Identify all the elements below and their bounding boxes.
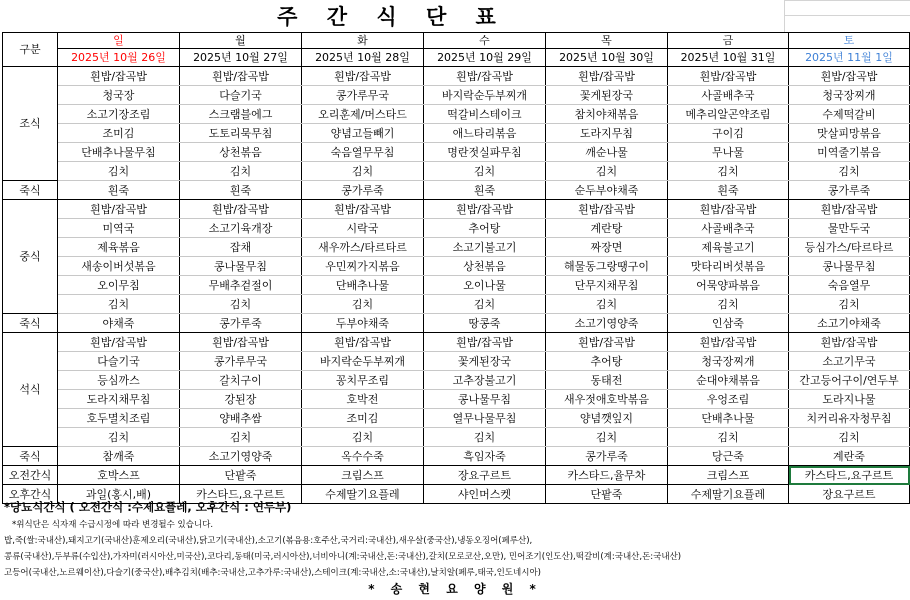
meal-label-breakfast: 조식 (3, 67, 58, 181)
day-thursday: 목 (546, 33, 668, 49)
menu-row (3, 238, 910, 257)
menu-cell[interactable]: 샤인머스켓 (424, 485, 546, 504)
menu-cell[interactable]: 도라지나물 (789, 390, 910, 409)
menu-cell[interactable]: 호박스프 (58, 466, 180, 485)
menu-cell[interactable]: 장요구르트 (789, 485, 910, 504)
menu-cell[interactable]: 소고기무국 (789, 352, 910, 371)
menu-cell[interactable]: 우엉조림 (668, 390, 789, 409)
menu-cell[interactable]: 깨순나물 (546, 143, 668, 162)
menu-cell[interactable]: 새우젓애호박볶음 (546, 390, 668, 409)
menu-row (3, 333, 910, 352)
weekly-menu-table (2, 32, 910, 504)
menu-cell[interactable]: 숙음열무무침 (302, 143, 424, 162)
menu-cell[interactable]: 김치 (302, 162, 424, 181)
menu-cell[interactable]: 바지락순두부찌개 (302, 352, 424, 371)
menu-cell[interactable]: 소고기불고기 (424, 238, 546, 257)
menu-row (3, 86, 910, 105)
menu-row (3, 352, 910, 371)
menu-cell[interactable]: 다슬기국 (58, 352, 180, 371)
menu-cell[interactable]: 사골배추국 (668, 219, 789, 238)
menu-cell[interactable]: 흰밥/잡곡밥 (58, 67, 180, 86)
menu-cell[interactable]: 당근죽 (668, 447, 789, 466)
menu-cell[interactable]: 김치 (789, 428, 910, 447)
menu-cell[interactable]: 흰밥/잡곡밥 (58, 200, 180, 219)
disclaimer-note: *위식단은 식자재 수급시정에 따라 변경될수 있습니다. (12, 520, 214, 530)
menu-cell[interactable]: 상천볶음 (180, 143, 302, 162)
menu-cell[interactable]: 흰밥/잡곡밥 (302, 333, 424, 352)
menu-cell[interactable]: 사골배추국 (668, 86, 789, 105)
menu-cell[interactable]: 다슬기국 (180, 86, 302, 105)
menu-cell[interactable]: 소고기육개장 (180, 219, 302, 238)
menu-cell[interactable]: 상천볶음 (424, 257, 546, 276)
menu-cell[interactable]: 콩가루죽 (180, 314, 302, 333)
menu-cell[interactable]: 콩나물무침 (789, 257, 910, 276)
menu-cell[interactable]: 짜장면 (546, 238, 668, 257)
menu-cell[interactable]: 소고기영양죽 (180, 447, 302, 466)
menu-cell[interactable]: 흰죽 (180, 181, 302, 200)
menu-cell[interactable]: 명란젓실파무침 (424, 143, 546, 162)
notes-section (4, 497, 904, 581)
menu-cell[interactable]: 김치 (546, 295, 668, 314)
menu-cell[interactable]: 해물동그랑땡구이 (546, 257, 668, 276)
menu-cell[interactable]: 흰밥/잡곡밥 (546, 200, 668, 219)
menu-cell[interactable]: 떡갈비스테이크 (424, 105, 546, 124)
menu-row (3, 200, 910, 219)
menu-cell[interactable]: 양념고들빼기 (302, 124, 424, 143)
menu-row (3, 124, 910, 143)
menu-row (3, 143, 910, 162)
menu-cell[interactable]: 김치 (789, 295, 910, 314)
menu-cell[interactable]: 오이나물 (424, 276, 546, 295)
menu-cell[interactable]: 추어탕 (546, 352, 668, 371)
menu-cell[interactable]: 김치 (302, 295, 424, 314)
meal-label-am_snack: 오전간식 (3, 466, 58, 485)
menu-cell[interactable]: 콩가루죽 (546, 447, 668, 466)
menu-cell[interactable]: 도라지무침 (546, 124, 668, 143)
menu-cell[interactable]: 맛살피망볶음 (789, 124, 910, 143)
menu-cell[interactable]: 옥수수죽 (302, 447, 424, 466)
menu-cell[interactable]: 김치 (546, 162, 668, 181)
menu-cell[interactable]: 콩나물무침 (180, 257, 302, 276)
menu-cell[interactable]: 김치 (180, 295, 302, 314)
menu-cell[interactable]: 어묵양파볶음 (668, 276, 789, 295)
date-thursday: 2025년 10월 30일 (546, 49, 668, 67)
menu-cell[interactable]: 조미김 (58, 124, 180, 143)
menu-row-porridge1 (3, 181, 910, 200)
menu-cell[interactable]: 콩나물무침 (424, 390, 546, 409)
empty-grid-cells (784, 0, 910, 32)
menu-cell[interactable]: 두부야채죽 (302, 314, 424, 333)
menu-cell[interactable]: 흰밥/잡곡밥 (789, 67, 910, 86)
menu-row (3, 105, 910, 124)
menu-cell[interactable]: 계란탕 (546, 219, 668, 238)
menu-cell[interactable]: 도라지채무침 (58, 390, 180, 409)
menu-cell[interactable]: 흰밥/잡곡밥 (424, 200, 546, 219)
menu-cell[interactable]: 흰밥/잡곡밥 (789, 200, 910, 219)
menu-row (3, 409, 910, 428)
menu-cell[interactable]: 청국장 (58, 86, 180, 105)
menu-cell[interactable]: 수제딸기요플레 (668, 485, 789, 504)
menu-cell[interactable]: 열무나물무침 (424, 409, 546, 428)
menu-cell[interactable]: 오이무침 (58, 276, 180, 295)
menu-cell[interactable]: 단배추나물 (302, 276, 424, 295)
menu-cell[interactable]: 무나물 (668, 143, 789, 162)
menu-cell[interactable]: 잡채 (180, 238, 302, 257)
menu-row (3, 219, 910, 238)
menu-cell[interactable]: 우민찌가지볶음 (302, 257, 424, 276)
menu-cell[interactable]: 소고기야채죽 (789, 314, 910, 333)
meal-label-porridge3: 죽식 (3, 447, 58, 466)
menu-cell[interactable]: 애느타리볶음 (424, 124, 546, 143)
menu-cell[interactable]: 꽃게된장국 (424, 352, 546, 371)
menu-cell[interactable]: 김치 (58, 295, 180, 314)
menu-cell[interactable]: 김치 (424, 428, 546, 447)
menu-cell[interactable]: 콩가루무국 (180, 352, 302, 371)
menu-cell[interactable]: 단배추나물무침 (58, 143, 180, 162)
menu-cell[interactable]: 인삼죽 (668, 314, 789, 333)
date-saturday: 2025년 11월 1일 (789, 49, 910, 67)
menu-cell[interactable]: 김치 (668, 295, 789, 314)
menu-cell[interactable]: 계란죽 (789, 447, 910, 466)
menu-cell[interactable]: 김치 (58, 162, 180, 181)
menu-cell[interactable]: 양배추쌈 (180, 409, 302, 428)
menu-cell[interactable]: 등심가스/타르타르 (789, 238, 910, 257)
menu-cell[interactable]: 흰죽 (58, 181, 180, 200)
day-header-row (3, 33, 910, 49)
menu-cell[interactable]: 흰밥/잡곡밥 (546, 67, 668, 86)
menu-cell[interactable]: 제육불고기 (668, 238, 789, 257)
menu-cell[interactable]: 크림스프 (668, 466, 789, 485)
menu-cell[interactable]: 카스타드,요구르트 (180, 485, 302, 504)
menu-cell[interactable]: 카스타드,요구르트 (789, 466, 910, 485)
menu-cell[interactable]: 흰밥/잡곡밥 (58, 333, 180, 352)
menu-cell[interactable]: 참치야채볶음 (546, 105, 668, 124)
menu-cell[interactable]: 김치 (58, 428, 180, 447)
menu-cell[interactable]: 흰밥/잡곡밥 (668, 333, 789, 352)
date-tuesday: 2025년 10월 28일 (302, 49, 424, 67)
menu-row-porridge3 (3, 447, 910, 466)
menu-cell[interactable]: 수제딸기요플레 (302, 485, 424, 504)
day-sunday: 일 (58, 33, 180, 49)
menu-cell[interactable]: 꽃게된장국 (546, 86, 668, 105)
menu-cell[interactable]: 크림스프 (302, 466, 424, 485)
menu-cell[interactable]: 단팥죽 (180, 466, 302, 485)
menu-row-porridge2 (3, 314, 910, 333)
menu-cell[interactable]: 김치 (546, 428, 668, 447)
menu-row (3, 162, 910, 181)
menu-cell[interactable]: 흰밥/잡곡밥 (424, 67, 546, 86)
page-title: 주 간 식 단 표 (277, 5, 507, 29)
menu-cell[interactable]: 단배추나물 (668, 409, 789, 428)
menu-row (3, 390, 910, 409)
menu-cell[interactable]: 강된장 (180, 390, 302, 409)
menu-cell[interactable]: 흰밥/잡곡밥 (546, 333, 668, 352)
meal-label-porridge1: 죽식 (3, 181, 58, 200)
meal-label-lunch: 중식 (3, 200, 58, 314)
date-monday: 2025년 10월 27일 (180, 49, 302, 67)
menu-cell[interactable]: 동태전 (546, 371, 668, 390)
menu-cell[interactable]: 김치 (789, 162, 910, 181)
menu-cell[interactable]: 참깨죽 (58, 447, 180, 466)
menu-row (3, 295, 910, 314)
menu-cell[interactable]: 콩가루무국 (302, 86, 424, 105)
date-wednesday: 2025년 10월 29일 (424, 49, 546, 67)
menu-cell[interactable]: 소고기장조림 (58, 105, 180, 124)
meal-rows (3, 67, 910, 504)
menu-cell[interactable]: 새송이버섯볶음 (58, 257, 180, 276)
menu-cell[interactable]: 김치 (668, 162, 789, 181)
menu-cell[interactable]: 김치 (668, 428, 789, 447)
menu-cell[interactable]: 오리훈제/머스타드 (302, 105, 424, 124)
menu-cell[interactable]: 도토리묵무침 (180, 124, 302, 143)
origin-note-2: 콩류(국내산),두부류(수입산),가자미(러시아산,미국산),코다리,동태(미국,러시아산),너비아니(계:국내산,돈:국내산),갈치(모로코산,오만), 민어조기(인도산),떡갈비(계:국내산,돈:국내산) (4, 552, 682, 562)
menu-cell[interactable]: 갈치구이 (180, 371, 302, 390)
menu-cell[interactable]: 김치 (180, 428, 302, 447)
menu-cell[interactable]: 콩가루죽 (302, 181, 424, 200)
menu-cell[interactable]: 흰밥/잡곡밥 (302, 200, 424, 219)
menu-cell[interactable]: 등심까스 (58, 371, 180, 390)
menu-cell[interactable]: 시락국 (302, 219, 424, 238)
date-header-row (3, 49, 910, 67)
menu-cell[interactable]: 흰밥/잡곡밥 (302, 67, 424, 86)
menu-cell[interactable]: 콩가루죽 (789, 181, 910, 200)
menu-cell[interactable]: 미역국 (58, 219, 180, 238)
menu-row-am_snack (3, 466, 910, 485)
menu-cell[interactable]: 간고등어구이/연두부 (789, 371, 910, 390)
diabetic-snack-note: *당뇨식간식 ( 오전간식 :수제요플레, 오후간식 : 연두부) (4, 500, 292, 514)
menu-cell[interactable]: 조미김 (302, 409, 424, 428)
menu-cell[interactable]: 호박전 (302, 390, 424, 409)
menu-cell[interactable]: 단무지채무침 (546, 276, 668, 295)
menu-cell[interactable]: 청국장찌개 (668, 352, 789, 371)
menu-cell[interactable]: 치커리유자청무침 (789, 409, 910, 428)
menu-cell[interactable]: 청국장찌개 (789, 86, 910, 105)
menu-cell[interactable]: 야채죽 (58, 314, 180, 333)
day-friday: 금 (668, 33, 789, 49)
menu-cell[interactable]: 물만두국 (789, 219, 910, 238)
day-wednesday: 수 (424, 33, 546, 49)
menu-cell[interactable]: 바지락순두부찌개 (424, 86, 546, 105)
date-friday: 2025년 10월 31일 (668, 49, 789, 67)
menu-cell[interactable]: 숙음열무 (789, 276, 910, 295)
menu-cell[interactable]: 김치 (424, 295, 546, 314)
menu-row (3, 276, 910, 295)
day-monday: 월 (180, 33, 302, 49)
menu-row (3, 371, 910, 390)
menu-cell[interactable]: 흰죽 (424, 181, 546, 200)
meal-label-porridge2: 죽식 (3, 314, 58, 333)
menu-cell[interactable]: 흰밥/잡곡밥 (180, 333, 302, 352)
menu-cell[interactable]: 흰밥/잡곡밥 (668, 200, 789, 219)
origin-note-1: 밥,죽(쌀:국내산),돼지고기(국내산)훈제오리(국내산),닭고기(국내산),소고기(볶음용:호주산,국거리:국내산),새우살(중국산),냉동오징어(페루산), (4, 536, 533, 546)
menu-cell[interactable]: 김치 (302, 428, 424, 447)
menu-cell[interactable]: 꽁치무조림 (302, 371, 424, 390)
day-tuesday: 화 (302, 33, 424, 49)
menu-cell[interactable]: 흰밥/잡곡밥 (180, 200, 302, 219)
menu-cell[interactable]: 흰밥/잡곡밥 (424, 333, 546, 352)
menu-cell[interactable]: 흰밥/잡곡밥 (180, 67, 302, 86)
menu-cell[interactable]: 순두부야채죽 (546, 181, 668, 200)
menu-cell[interactable]: 제육볶음 (58, 238, 180, 257)
meal-label-pm_snack: 오후간식 (3, 485, 58, 504)
menu-cell[interactable]: 양념깻잎지 (546, 409, 668, 428)
menu-row (3, 67, 910, 86)
menu-cell[interactable]: 단팥죽 (546, 485, 668, 504)
menu-cell[interactable]: 메추리알곤약조림 (668, 105, 789, 124)
day-saturday: 토 (789, 33, 910, 49)
menu-row (3, 428, 910, 447)
meal-label-dinner: 석식 (3, 333, 58, 447)
menu-cell[interactable]: 흰죽 (668, 181, 789, 200)
menu-cell[interactable]: 호두멸치조림 (58, 409, 180, 428)
menu-cell[interactable]: 소고기영양죽 (546, 314, 668, 333)
menu-cell[interactable]: 고추장불고기 (424, 371, 546, 390)
menu-cell[interactable]: 추어탕 (424, 219, 546, 238)
menu-cell[interactable]: 김치 (180, 162, 302, 181)
menu-row (3, 257, 910, 276)
menu-cell[interactable]: 새우까스/타르타르 (302, 238, 424, 257)
menu-cell[interactable]: 미역줄기볶음 (789, 143, 910, 162)
date-sunday: 2025년 10월 26일 (58, 49, 180, 67)
menu-cell[interactable]: 김치 (424, 162, 546, 181)
menu-cell[interactable]: 구이김 (668, 124, 789, 143)
menu-cell[interactable]: 스크램블에그 (180, 105, 302, 124)
footer-facility-name: * 송 현 요 양 원 * (368, 582, 542, 596)
menu-cell[interactable]: 흰밥/잡곡밥 (789, 333, 910, 352)
menu-cell[interactable]: 맛타리버섯볶음 (668, 257, 789, 276)
menu-cell[interactable]: 땅콩죽 (424, 314, 546, 333)
menu-cell[interactable]: 수제떡갈비 (789, 105, 910, 124)
menu-cell[interactable]: 흑임자죽 (424, 447, 546, 466)
menu-cell[interactable]: 흰밥/잡곡밥 (668, 67, 789, 86)
menu-cell[interactable]: 순대야채볶음 (668, 371, 789, 390)
origin-note-3: 고등어(국내산,노르웨이산),다슬기(중국산),배추김치(배추:국내산,고추가루:국내산),스테이크(계:국내산,소:국내산),날치알(페루,태국,인도네시아) (4, 568, 541, 578)
menu-cell[interactable]: 무배추겉절이 (180, 276, 302, 295)
menu-cell[interactable]: 카스타드,율무차 (546, 466, 668, 485)
menu-cell[interactable]: 장요구르트 (424, 466, 546, 485)
menu-cell[interactable]: 과일(홍시,배) (58, 485, 180, 504)
category-header: 구분 (3, 33, 58, 67)
